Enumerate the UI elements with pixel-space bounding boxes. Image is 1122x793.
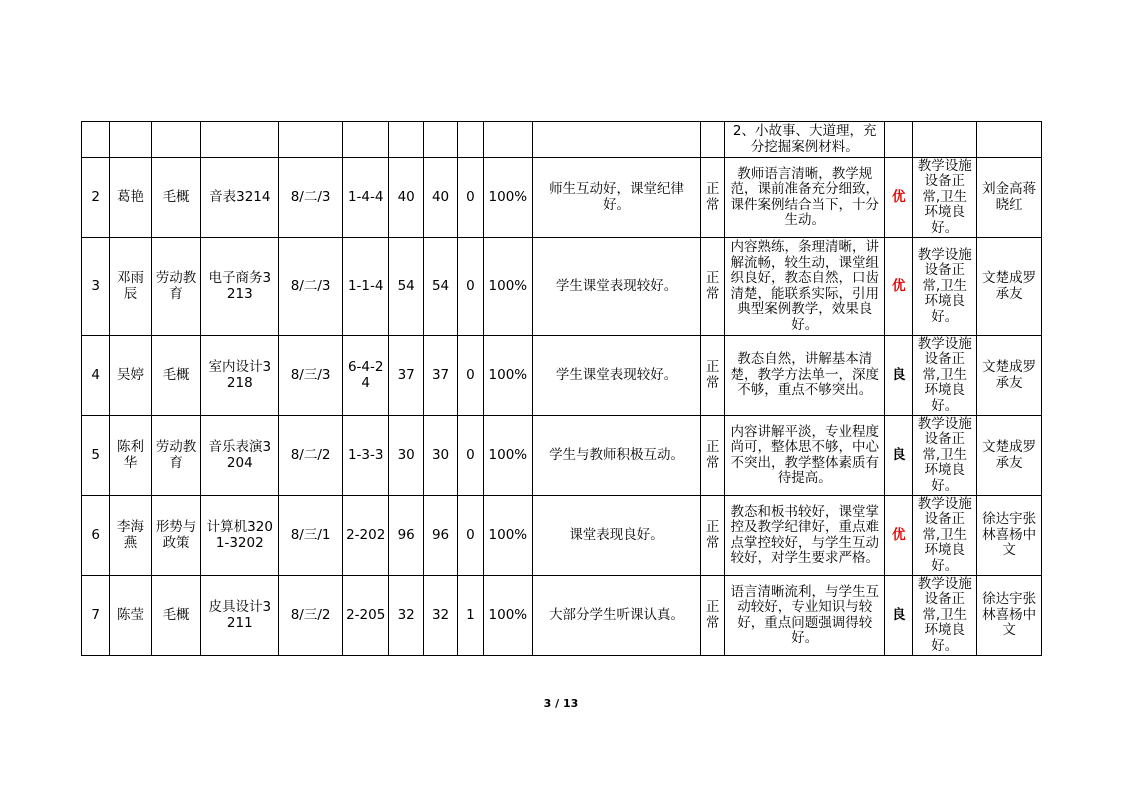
inspector-cell: 文楚成罗承友 bbox=[977, 336, 1042, 416]
table-row bbox=[82, 238, 1042, 336]
course-cell: 毛概 bbox=[151, 576, 201, 656]
grade-cell: 优 bbox=[885, 496, 913, 576]
absent-count-cell: 0 bbox=[458, 238, 483, 336]
actual-count-cell: 30 bbox=[423, 416, 457, 496]
attendance-rate-cell: 100% bbox=[483, 576, 533, 656]
course-cell: 形势与政策 bbox=[151, 496, 201, 576]
facility-cell: 教学设施设备正常,卫生环境良好。 bbox=[913, 576, 977, 656]
absent-count-cell: 0 bbox=[458, 496, 483, 576]
class-cell: 皮具设计3211 bbox=[201, 576, 279, 656]
period-cell: 1-1-4 bbox=[342, 238, 389, 336]
discipline-cell: 学生课堂表现较好。 bbox=[533, 238, 701, 336]
class-cell: 计算机3201-3202 bbox=[201, 496, 279, 576]
course-cell: 劳动教育 bbox=[151, 416, 201, 496]
teacher-cell: 邓雨辰 bbox=[110, 238, 151, 336]
page-number: 3 / 13 bbox=[543, 697, 579, 710]
teacher-cell: 李海燕 bbox=[110, 496, 151, 576]
course-cell: 毛概 bbox=[151, 336, 201, 416]
table-row-continued bbox=[82, 122, 1042, 158]
inspector-cell: 徐达宇张林喜杨中文 bbox=[977, 496, 1042, 576]
actual-count-cell: 37 bbox=[423, 336, 457, 416]
due-count-cell: 40 bbox=[389, 158, 423, 238]
status-cell: 正常 bbox=[701, 238, 725, 336]
facility-cell: 教学设施设备正常,卫生环境良好。 bbox=[913, 158, 977, 238]
attendance-rate-cell: 100% bbox=[483, 158, 533, 238]
time-cell: 8/二/2 bbox=[279, 416, 343, 496]
status-cell: 正常 bbox=[701, 576, 725, 656]
period-cell: 2-202 bbox=[342, 496, 389, 576]
comment-cell: 语言清晰流利，与学生互动较好，专业知识与较好，重点问题强调得较好。 bbox=[725, 576, 885, 656]
comment-cell: 教师语言清晰，教学规范，课前准备充分细致，课件案例结合当下，十分生动。 bbox=[725, 158, 885, 238]
facility-cell: 教学设施设备正常,卫生环境良好。 bbox=[913, 336, 977, 416]
status-cell: 正常 bbox=[701, 496, 725, 576]
row-number-cell: 3 bbox=[82, 238, 110, 336]
comment-cell: 2、小故事、大道理，充分挖掘案例材料。 bbox=[725, 122, 885, 158]
status-cell: 正常 bbox=[701, 416, 725, 496]
facility-cell: 教学设施设备正常,卫生环境良好。 bbox=[913, 416, 977, 496]
period-cell: 2-205 bbox=[342, 576, 389, 656]
period-cell: 1-4-4 bbox=[342, 158, 389, 238]
class-cell: 音乐表演3204 bbox=[201, 416, 279, 496]
class-cell: 电子商务3213 bbox=[201, 238, 279, 336]
comment-cell: 内容讲解平淡，专业程度尚可，整体思不够，中心不突出，教学整体素质有待提高。 bbox=[725, 416, 885, 496]
teacher-cell: 葛艳 bbox=[110, 158, 151, 238]
teacher-cell: 陈莹 bbox=[110, 576, 151, 656]
status-cell: 正常 bbox=[701, 158, 725, 238]
class-cell: 室内设计3218 bbox=[201, 336, 279, 416]
actual-count-cell: 32 bbox=[423, 576, 457, 656]
comment-cell: 教态和板书较好，课堂掌控及教学纪律好，重点难点掌控较好，与学生互动较好，对学生要求严格。 bbox=[725, 496, 885, 576]
inspector-cell: 刘金高蒋晓红 bbox=[977, 158, 1042, 238]
comment-cell: 内容熟练，条理清晰，讲解流畅，较生动，课堂组织良好，教态自然，口齿清楚，能联系实际，引用典型案例教学，效果良好。 bbox=[725, 238, 885, 336]
attendance-rate-cell: 100% bbox=[483, 238, 533, 336]
facility-cell: 教学设施设备正常,卫生环境良好。 bbox=[913, 496, 977, 576]
discipline-cell: 大部分学生听课认真。 bbox=[533, 576, 701, 656]
inspector-cell: 文楚成罗承友 bbox=[977, 238, 1042, 336]
time-cell: 8/二/3 bbox=[279, 238, 343, 336]
attendance-rate-cell: 100% bbox=[483, 336, 533, 416]
facility-cell: 教学设施设备正常,卫生环境良好。 bbox=[913, 238, 977, 336]
inspector-cell: 文楚成罗承友 bbox=[977, 416, 1042, 496]
row-number-cell: 6 bbox=[82, 496, 110, 576]
grade-cell: 良 bbox=[885, 576, 913, 656]
table-row bbox=[82, 158, 1042, 238]
course-cell: 劳动教育 bbox=[151, 238, 201, 336]
grade-cell: 优 bbox=[885, 158, 913, 238]
row-number-cell: 5 bbox=[82, 416, 110, 496]
time-cell: 8/三/3 bbox=[279, 336, 343, 416]
discipline-cell: 学生与教师积极互动。 bbox=[533, 416, 701, 496]
time-cell: 8/三/1 bbox=[279, 496, 343, 576]
due-count-cell: 37 bbox=[389, 336, 423, 416]
table-row bbox=[82, 496, 1042, 576]
due-count-cell: 32 bbox=[389, 576, 423, 656]
due-count-cell: 96 bbox=[389, 496, 423, 576]
attendance-rate-cell: 100% bbox=[483, 416, 533, 496]
comment-cell: 教态自然，讲解基本清楚，教学方法单一，深度不够，重点不够突出。 bbox=[725, 336, 885, 416]
period-cell: 1-3-3 bbox=[342, 416, 389, 496]
period-cell: 6-4-24 bbox=[342, 336, 389, 416]
class-cell: 音表3214 bbox=[201, 158, 279, 238]
table-row bbox=[82, 576, 1042, 656]
absent-count-cell: 0 bbox=[458, 416, 483, 496]
due-count-cell: 30 bbox=[389, 416, 423, 496]
table-row bbox=[82, 416, 1042, 496]
grade-cell: 良 bbox=[885, 336, 913, 416]
actual-count-cell: 54 bbox=[423, 238, 457, 336]
status-cell: 正常 bbox=[701, 336, 725, 416]
course-cell: 毛概 bbox=[151, 158, 201, 238]
discipline-cell: 师生互动好，课堂纪律好。 bbox=[533, 158, 701, 238]
absent-count-cell: 0 bbox=[458, 336, 483, 416]
inspector-cell: 徐达宇张林喜杨中文 bbox=[977, 576, 1042, 656]
discipline-cell: 学生课堂表现较好。 bbox=[533, 336, 701, 416]
table-row bbox=[82, 336, 1042, 416]
discipline-cell: 课堂表现良好。 bbox=[533, 496, 701, 576]
actual-count-cell: 96 bbox=[423, 496, 457, 576]
grade-cell: 良 bbox=[885, 416, 913, 496]
time-cell: 8/三/2 bbox=[279, 576, 343, 656]
row-number-cell: 7 bbox=[82, 576, 110, 656]
grade-cell: 优 bbox=[885, 238, 913, 336]
absent-count-cell: 1 bbox=[458, 576, 483, 656]
evaluation-table bbox=[81, 121, 1042, 656]
row-number-cell: 4 bbox=[82, 336, 110, 416]
attendance-rate-cell: 100% bbox=[483, 496, 533, 576]
actual-count-cell: 40 bbox=[423, 158, 457, 238]
row-number-cell: 2 bbox=[82, 158, 110, 238]
time-cell: 8/二/3 bbox=[279, 158, 343, 238]
due-count-cell: 54 bbox=[389, 238, 423, 336]
teacher-cell: 陈利华 bbox=[110, 416, 151, 496]
teacher-cell: 吴婷 bbox=[110, 336, 151, 416]
absent-count-cell: 0 bbox=[458, 158, 483, 238]
